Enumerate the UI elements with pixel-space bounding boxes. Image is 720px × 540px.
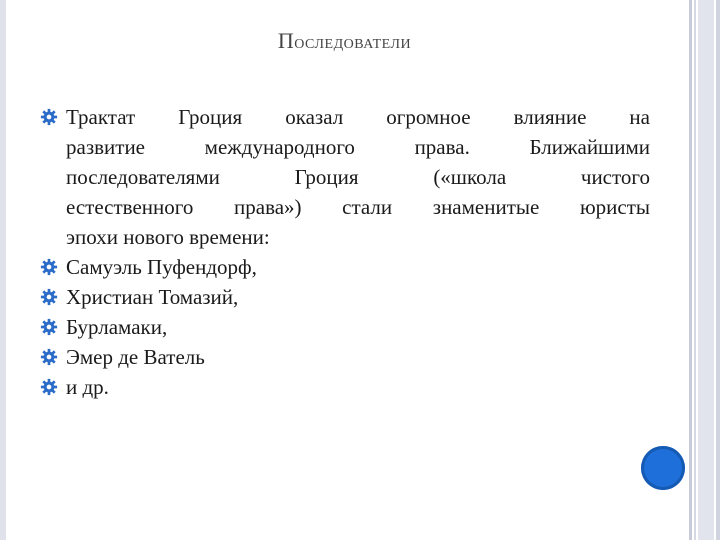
blue-circle-decoration bbox=[641, 446, 685, 490]
left-frame-bar bbox=[0, 0, 6, 540]
list-item-text: и др. bbox=[66, 375, 109, 399]
intro-line: естественного права») стали знаменитые юристы bbox=[66, 195, 650, 219]
slide-title-initial: П bbox=[277, 28, 295, 53]
intro-line: развитие международного права. Ближайшими bbox=[66, 135, 650, 159]
list-item bbox=[40, 372, 650, 402]
intro-line: эпохи нового времени: bbox=[66, 225, 270, 249]
frame-stripe bbox=[689, 0, 692, 540]
slide-title bbox=[0, 28, 689, 54]
gear-icon bbox=[40, 348, 58, 366]
frame-stripe bbox=[716, 0, 720, 540]
gear-icon bbox=[40, 288, 58, 306]
frame-stripe bbox=[698, 0, 714, 540]
frame-stripe bbox=[694, 0, 696, 540]
gear-icon bbox=[40, 318, 58, 336]
list-item-text: Самуэль Пуфендорф, bbox=[66, 255, 257, 279]
gear-icon bbox=[40, 378, 58, 396]
intro-line: Трактат Гроция оказал огромное влияние на bbox=[66, 105, 650, 129]
gear-icon bbox=[40, 108, 58, 126]
list-item bbox=[40, 252, 650, 282]
list-item bbox=[40, 312, 650, 342]
list-item-text: Христиан Томазий, bbox=[66, 285, 239, 309]
list-item bbox=[40, 342, 650, 372]
slide-title-rest: оследователи bbox=[294, 31, 412, 53]
list-item-intro bbox=[40, 102, 650, 252]
bullet-list bbox=[40, 102, 650, 402]
list-item-text: Бурламаки, bbox=[66, 315, 168, 339]
list-item bbox=[40, 282, 650, 312]
intro-line: последователями Гроция («школа чистого bbox=[66, 165, 650, 189]
list-item-text: Эмер де Ватель bbox=[66, 345, 205, 369]
gear-icon bbox=[40, 258, 58, 276]
